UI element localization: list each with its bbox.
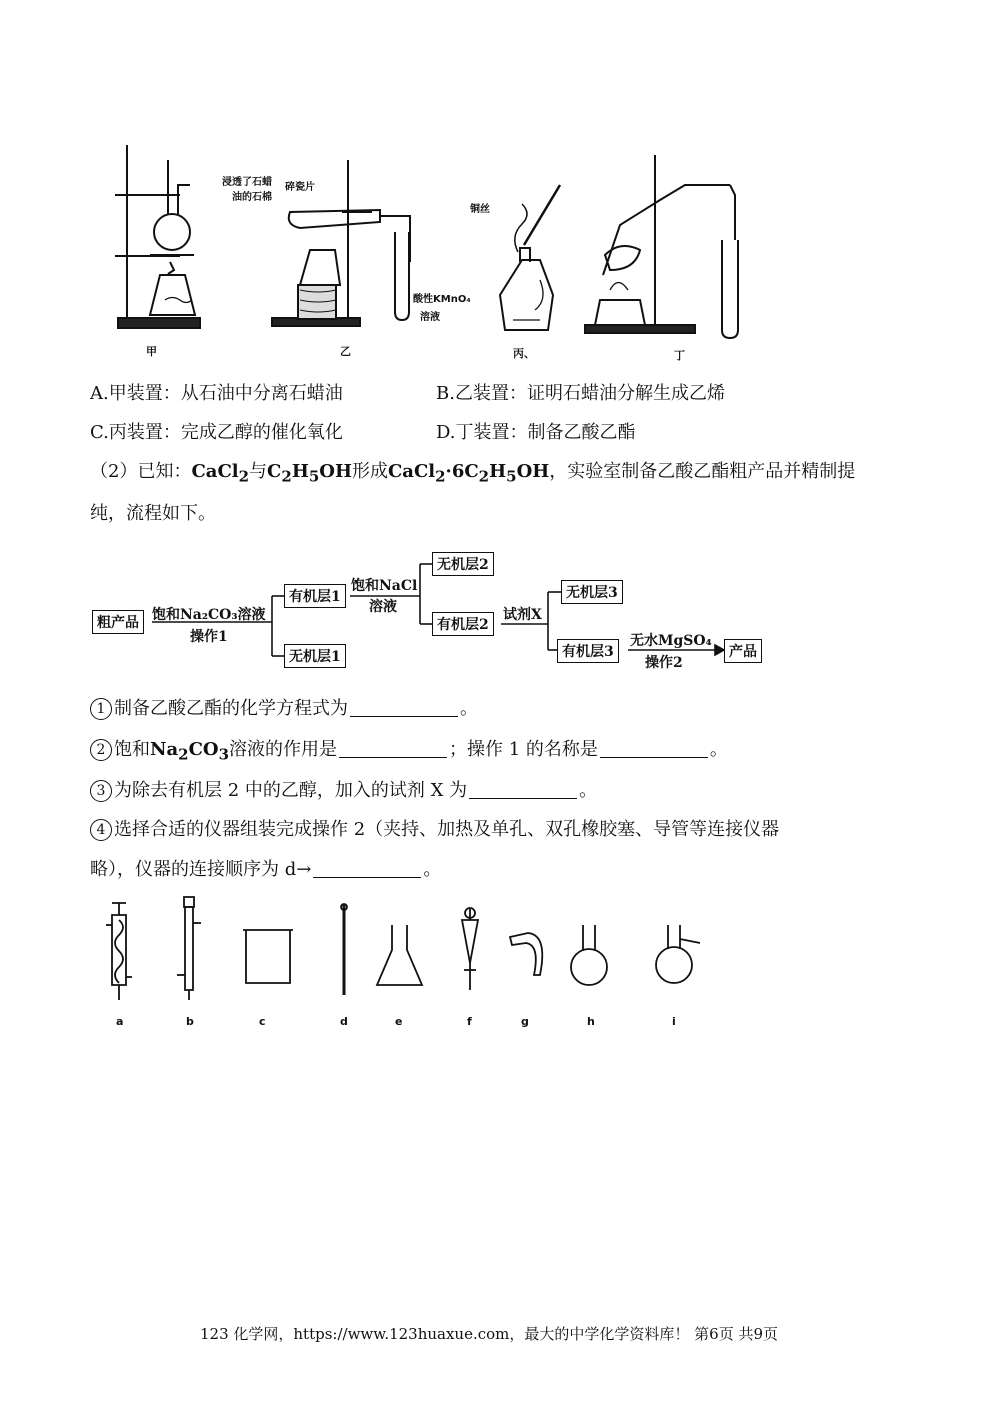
sub: 5 [308,467,320,486]
flow-reagent-x: 试剂X [503,607,542,623]
question-2-text-c: ；操作 1 的名称是 [449,739,598,760]
annotation-cotton-line1: 浸透了石蜡 [222,177,272,188]
punct: 。 [423,859,442,880]
flow-reagent2-line1: 饱和NaCl [351,578,418,594]
flow-inorganic-layer-2: 无机层2 [432,552,494,576]
apparatus-label-jia: 甲 [146,345,157,358]
answer-blank[interactable] [313,859,421,878]
flow-op1: 操作1 [190,629,228,645]
flow-organic-layer-3: 有机层3 [557,639,619,663]
q2-rest: ，实验室制备乙酸乙酯粗产品并精制提 [549,461,856,482]
flow-op2: 操作2 [645,655,683,671]
formula-na2co3: Na [150,739,179,760]
sub: 2 [238,467,250,486]
instrument-label-g: g [521,1015,529,1028]
instrument-label-i: i [672,1015,676,1028]
question-1 [90,694,478,720]
annotation-cotton-line2: 油的石棉 [232,192,272,203]
formula-ethanol: C [267,461,282,482]
question-3 [90,776,597,802]
flow-organic-layer-1: 有机层1 [284,584,346,608]
flow-connectors [0,548,993,688]
formula-part: H [489,461,507,482]
formula-complex: CaCl [387,461,436,482]
flow-crude-product: 粗产品 [92,610,144,634]
formula-part: OH [516,461,550,482]
apparatus-figure [0,0,993,370]
instrument-label-a: a [116,1015,124,1028]
flow-inorganic-layer-3: 无机层3 [561,580,623,604]
page-footer: 123 化学网，https://www.123huaxue.com，最大的中学化学资料库！ 第6页 共9页 [200,1325,779,1343]
q2-mid2: 形成 [351,461,388,482]
instruments-figure [0,895,993,1015]
question-4-text: 选择合适的仪器组装完成操作 2（夹持、加热及单孔、双孔橡胶塞、导管等连接仪器 [114,819,780,840]
answer-blank[interactable] [339,739,447,758]
question-2 [90,735,728,764]
annotation-kmno4-line2: 溶液 [420,312,440,323]
question-number: 2 [90,739,112,761]
annotation-kmno4-line1: 酸性KMnO₄ [413,294,471,305]
instrument-label-d: d [340,1015,348,1028]
apparatus-label-ding: 丁 [674,349,685,362]
instrument-label-e: e [395,1015,403,1028]
annotation-chips: 碎瓷片 [285,182,315,193]
punct: 。 [460,698,478,719]
flow-inorganic-layer-1: 无机层1 [284,644,346,668]
sub: 2 [435,467,446,486]
answer-blank[interactable] [600,739,708,758]
flow-reagent2-line2: 溶液 [369,599,397,615]
instrument-label-c: c [259,1015,266,1028]
sub: 2 [478,467,490,486]
flow-product: 产品 [724,639,762,663]
option-a: A.甲装置：从石油中分离石蜡油 [90,383,343,404]
formula-part: H [291,461,309,482]
question-number: 4 [90,819,112,841]
question-number: 3 [90,780,112,802]
question-number: 1 [90,698,112,720]
annotation-copper-wire: 铜丝 [470,204,490,215]
sub: 5 [506,467,517,486]
apparatus-label-bing: 丙、 [513,347,535,360]
instrument-label-b: b [186,1015,194,1028]
flow-reagent3: 无水MgSO₄ [630,633,712,649]
sub: 3 [218,745,230,764]
answer-blank[interactable] [469,780,577,799]
formula-part: OH [319,461,352,482]
q2-stem-line2: 纯，流程如下。 [90,503,216,524]
option-c: C.丙装置：完成乙醇的催化氧化 [90,422,343,443]
sub: 2 [281,467,292,486]
apparatus-label-yi: 乙 [340,345,351,358]
option-b: B.乙装置：证明石蜡油分解生成乙烯 [436,383,725,404]
flow-organic-layer-2: 有机层2 [432,612,494,636]
question-2-text-a: 饱和 [114,739,150,760]
answer-blank[interactable] [350,698,458,717]
q2-prefix: （2）已知： [90,461,192,482]
question-2-text-b: 溶液的作用是 [229,739,338,760]
question-4-line1 [90,815,779,841]
punct: 。 [579,780,598,801]
instrument-label-h: h [587,1015,595,1028]
option-d: D.丁装置：制备乙酸乙酯 [436,422,636,443]
formula-cacl2: CaCl [191,461,239,482]
sub: 2 [178,745,189,764]
flow-reagent1: 饱和Na₂CO₃溶液 [152,607,266,623]
formula-part: ·6C [445,461,479,482]
instrument-label-f: f [467,1015,472,1028]
question-4-text-2: 略），仪器的连接顺序为 d→ [90,859,312,880]
q2-stem-line1 [90,457,855,486]
question-1-text: 制备乙酸乙酯的化学方程式为 [114,698,348,719]
formula-part: CO [188,739,219,760]
question-4-line2 [90,855,441,881]
punct: 。 [709,739,728,760]
q2-mid1: 与 [249,461,268,482]
question-3-text: 为除去有机层 2 中的乙醇，加入的试剂 X 为 [114,780,468,801]
